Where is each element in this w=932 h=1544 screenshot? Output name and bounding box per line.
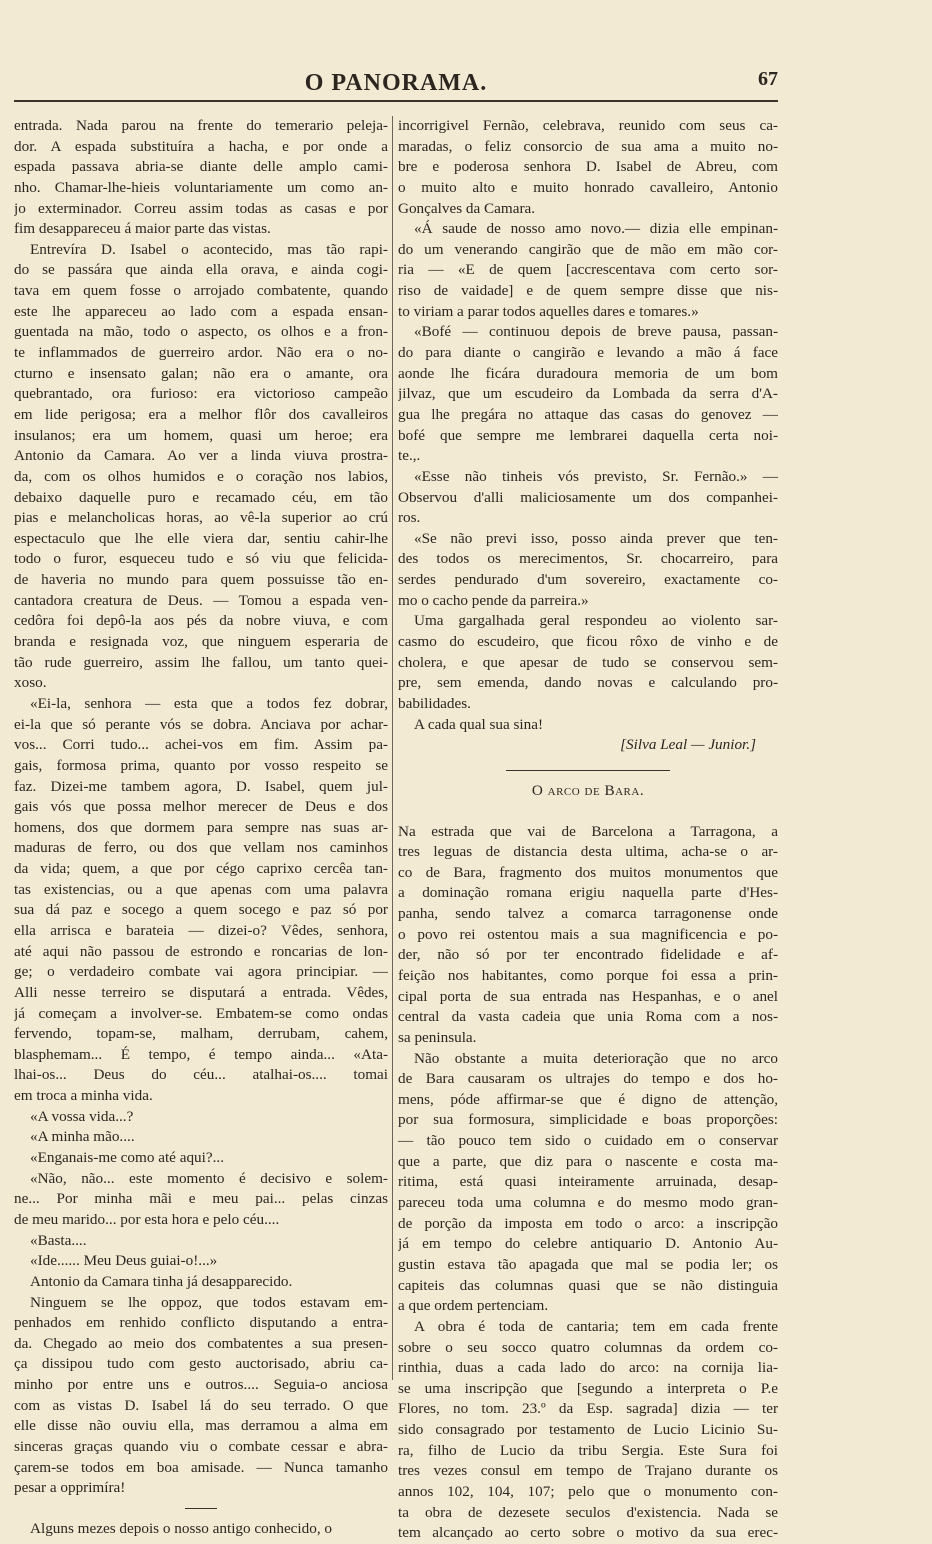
text-line: branda e resignada voz, que ninguem esperaria de [14,633,388,651]
article-divider [506,770,670,771]
text-line: aonde lhe ficára duradoura memoria de um bom [398,364,778,382]
text-line: Antonio da Camara. Ao ver a linda viuva prostra- [14,447,388,465]
text-line: penhados em renhido conflicto disputando a entra- [14,1314,388,1332]
text-line: quebrantado, ora furioso: era victorioso campeão [14,385,388,403]
section-divider [185,1508,217,1509]
page-number: 67 [758,68,778,90]
text-line: der, não só por ter encontrado fidelidade e af- [398,946,778,964]
text-line: se uma inscripção que [segundo a interpreta o P.e [398,1379,778,1397]
left-column [14,116,388,1540]
text-line: ella arrisca e barateia — dizei-o? Vêdes, senhora, [14,921,388,939]
text-line: o muito alto e muito honrado cavalleiro, Antonio [398,178,778,196]
text-line: pesar a opprimíra! [14,1479,126,1497]
text-line: homens, dos que dormem para sempre nas suas ar- [14,818,388,836]
text-line: maduras de ferro, ou dos que vellam nos caminhos [14,839,388,857]
text-line: espada passava abria-se diante delle amplo cami- [14,158,388,176]
text-line: Entrevíra D. Isabel o acontecido, mas tão rapi- [30,240,388,258]
text-line: xoso. [14,674,47,692]
text-line: panha, sendo talvez a comarca tarragonense onde [398,905,778,923]
text-line: da vida; quem, a que por cégo caprixo cercêa tan- [14,860,388,878]
text-line: sa peninsula. [398,1028,477,1046]
text-line: Antonio da Camara tinha já desapparecido. [30,1272,293,1290]
text-line: todo o furor, esqueceu tudo e só viu que felicida- [14,550,388,568]
text-line: que a parte, que diz para o nascente e costa ma- [398,1152,778,1170]
column-divider [392,116,393,1380]
text-line: Flores, no tom. 23.º da Esp. sagrada] dizia — ter [398,1400,778,1418]
text-line: serdes pendurado d'um sovereiro, exactamente co- [398,571,778,589]
text-line: cedôra foi depô-la aos pés da nobre viuva, e com [14,612,388,630]
text-line: sinceras graças quando viu o combate cessar e abra- [14,1438,388,1455]
text-line: lhai-os... Deus do céu... atalhai-os.... tomai [14,1066,388,1084]
text-line: incorrigivel Fernão, celebrava, reunido com seus ca- [398,117,778,134]
text-line: elle disse não ouviu ella, mas derramou a alma em [14,1417,388,1435]
text-line: «Ide...... Meu Deus guiai-o!...» [30,1252,218,1270]
text-line: ne... Por minha mãi e meu pai... pelas cinzas [14,1190,388,1208]
text-line: o povo rei ostentou mais a sua magnificencia e po- [398,925,778,943]
text-line: guentada na mão, todo o aspecto, os olhos e a fron- [14,323,388,341]
text-line: babilidades. [398,694,471,712]
text-line: «Esse não tinheis vós previsto, Sr. Fernão.» — [414,467,778,485]
text-line: tres vezes consul em tempo de Trajano durante os [398,1462,778,1480]
text-line: ta obra de dezesete seculos d'existencia. Nada se [398,1503,778,1521]
text-line: dor. A espada substituíra a hacha, e por onde a [14,137,388,155]
text-line: em troca a minha vida. [14,1087,153,1105]
text-line: A obra é toda de cantaria; tem em cada frente [414,1317,778,1335]
text-line: ei-la que só perante vós se dobra. Anciava por achar- [14,715,388,733]
text-line: este lhe appareceu ao lado com a espada ensan- [14,302,388,320]
text-line: maradas, o feliz consorcio de sua ama a muito no- [398,137,778,155]
text-line: Ninguem se lhe oppoz, que todos estavam em- [30,1293,388,1311]
text-line: gustin estava tão apagada que mal se podia ler; os [398,1255,778,1273]
text-line: ritima, está quasi inteiramente arruinada, desap- [398,1173,778,1191]
text-line: do para diante o cangirão e levando a mão á face [398,344,778,362]
text-line: Observou d'alli maliciosamente um dos companhei- [398,488,778,506]
text-line: tas existencias, ou a que apenas com uma palavra [14,880,388,898]
text-line: pareceu toda uma columna e do mesmo modo gran- [398,1194,778,1212]
text-line: cturno e insensato galan; não era o amante, ora [14,364,388,382]
author-signature: [Silva Leal — Junior.] [620,736,756,754]
text-line: fervendo, topam-se, malham, derrubam, cahem, [14,1025,388,1043]
text-line: Na estrada que vai de Barcelona a Tarragona, a [398,822,778,840]
text-line: «Basta.... [30,1231,87,1249]
text-line: — tão pouco tem sido o cuidado em o conservar [398,1132,778,1150]
text-line: «Bofé — continuou depois de breve pausa, passan- [414,323,778,341]
text-line: central da vasta cadeia que unia Roma com a nos- [398,1008,778,1026]
text-line: «Se não previ isso, posso ainda prever que ten- [414,529,778,547]
text-line: feição nos habitantes, como porque foi essa a prin- [398,966,778,984]
text-line: co de Bara, fragmento dos muitos monumentos que [398,863,778,881]
text-line: cipal porta de sua entrada nas Hespanhas, e o anel [398,987,778,1005]
text-line: tão rude guerreiro, assim lhe fallou, um tanto quei- [14,653,388,671]
text-line: insulanos; era um homem, quasi um heroe; era [14,426,388,444]
text-line: tem alcançado ao certo sobre o motivo da sua erec- [398,1524,778,1542]
text-line: por sua formosura, simplicidade e boas proporções: [398,1111,778,1129]
text-line: gais vós que possa melhor merecer de Deus e dos [14,798,388,816]
text-line: de haveria no mundo para quem possuisse tão en- [14,571,388,589]
text-line: A cada qual sua sina! [414,715,544,733]
text-line: tres leguas de distancia desta ultima, acha-se o ar- [398,843,778,861]
text-line: annos 102, 104, 107; pelo que o monumento con- [398,1483,778,1500]
text-line: sua dá paz e socego a quem socego e paz só por [14,901,388,919]
text-line: casmo do escudeiro, que ficou rôxo de vinho e de [398,633,778,651]
text-line: de porção da imposta em todo o arco: a inscripção [398,1214,778,1232]
text-line: nho. Chamar-lhe-hieis voluntariamente um como an- [14,178,388,196]
text-line: cantadora creatura de Deus. — Tomou a espada ven- [14,591,388,609]
text-line: jo exterminador. Correu assim todas as casas e por [14,199,388,217]
text-line: blasphemam... É tempo, é tempo ainda... «Ata- [14,1045,388,1063]
text-line: mo o cacho pende da parreira.» [398,591,589,609]
text-line: gais, formosa prima, quanto por vosso respeito se [14,756,388,774]
text-line: do se passára que ainda ella orava, e ainda cogi- [14,261,388,279]
text-line: riso de vaidade] e de quem sempre disse que nis- [398,282,778,300]
text-line: des todos os merecimentos, Sr. chocarreiro, para [398,550,778,568]
text-line: «Não, não... este momento é decisivo e solem- [30,1169,388,1187]
text-line: com as vistas D. Isabel lá do seu terrado. O que [14,1396,388,1414]
right-column [398,116,778,1544]
text-line: faz. Dizei-me tambem agora, D. Isabel, quem jul- [14,777,388,795]
text-line: espectaculo que lhe elle viera dar, sentiu cahir-lhe [14,529,388,547]
text-line: bre e poderosa senhora D. Isabel de Abreu, com [398,158,778,176]
text-line: «Ei-la, senhora — esta que a todos fez dobrar, [30,694,388,712]
text-line: vos... Corri tudo... achei-vos em fim. Assim pa- [14,736,388,754]
page-title: O PANORAMA. [304,70,488,96]
text-line: mens, póde affirmar-se que é digno de attenção, [398,1090,778,1108]
text-line: já começam a involver-se. Embatem-se como ondas [14,1004,388,1022]
text-line: ça dissipou tudo com gesto auctorisado, abriu ca- [14,1355,388,1373]
text-line: de meu marido... por esta hora e pelo céu.... [14,1210,280,1228]
title-spacing [398,802,778,822]
text-line: ge; o verdadeiro combate vai agora principiar. — [14,963,388,981]
text-line: «A vossa vida...? [30,1107,134,1125]
text-line: capiteis das columnas quasi que se não distinguia [398,1276,778,1294]
text-line: te inflammados de guerreiro ardor. Não era o no- [14,344,388,362]
text-line: do um venerando cangirão que de mão em mão cor- [398,240,778,258]
text-line: Gonçalves da Camara. [398,199,536,217]
text-line: Não obstante a muita deterioração que no arco [414,1049,778,1067]
text-line: de Bara causaram os ultrajes do tempo e dos ho- [398,1070,778,1088]
text-line: ros. [398,509,421,527]
text-line: ria — «E de quem [accrescentava com certo sor- [398,261,778,279]
text-line: a dominação romana erigiu naquella parte d'Hes- [398,884,778,902]
text-line: já em tempo do celebre antiquario D. Antonio Au- [398,1235,778,1253]
text-line: jilvaz, que um escudeiro da Lombada da serra d'A- [398,385,778,403]
article-title: O arco de Bara. [531,781,645,799]
text-line: gua lhe pregára no attaque das casas do genovez — [398,405,778,423]
text-line: sobre o seu socco quatro columnas da ordem co- [398,1338,778,1356]
text-line: Uma gargalhada geral respondeu ao violento sar- [414,612,778,630]
page-header [14,64,778,102]
text-line: te.,. [398,447,421,465]
text-line: sido consagrado por testamento de Lucio Licinio Su- [398,1421,778,1439]
text-line: Alli nesse terreiro se disputará a entrada. Vêdes, [14,983,388,1001]
text-line: Alguns mezes depois o nosso antigo conhecido, o [30,1519,333,1537]
text-line: «A minha mão.... [30,1128,135,1146]
text-line: to viriam a parar todos aquelles dares e tomares.» [398,302,699,320]
text-line: minho por entre uns e outros.... Seguia-o anciosa [14,1376,388,1394]
text-line: ra, filho de Lucio da tribu Sergia. Este Sura foi [398,1441,778,1459]
text-line: cholera, e que apesar de tudo se conservou sem- [398,653,778,671]
text-line: «Enganais-me como até aqui?... [30,1149,224,1167]
text-line: em lide perigosa; era a melhor flôr dos cavalleiros [14,405,388,423]
text-line: «Á saude de nosso amo novo.— dizia elle empinan- [414,220,778,238]
text-line: da. Chegado ao meio dos combatentes a sua presen- [14,1334,388,1352]
text-line: tava em quem fosse o arrojado combatente, quando [14,282,388,300]
text-line: rinthia, duas a cada lado do arco: na cornija lia- [398,1359,778,1377]
text-line: pias e melancholicas horas, ao vê-la superior ao crú [14,509,388,527]
text-line: entrada. Nada parou na frente do temerario peleja- [14,117,388,134]
text-line: até aqui não passou de estrondo e roncarias de lon- [14,942,388,960]
text-line: debaixo daquelle puro e recamado céu, em tão [14,488,388,506]
text-line: fim desappareceu á maior parte das vistas. [14,220,271,238]
text-line: da, com os olhos humidos e o coração nos labios, [14,467,388,485]
text-line: a que ordem pertenciam. [398,1297,549,1315]
text-line: çarem-se todos em boa amisade. — Nunca tamanho [14,1458,388,1476]
text-line: bofé que sempre me lembrarei daquella certa noi- [398,426,778,444]
text-line: pre, sem emenda, dando novas e calculando pro- [398,674,778,692]
